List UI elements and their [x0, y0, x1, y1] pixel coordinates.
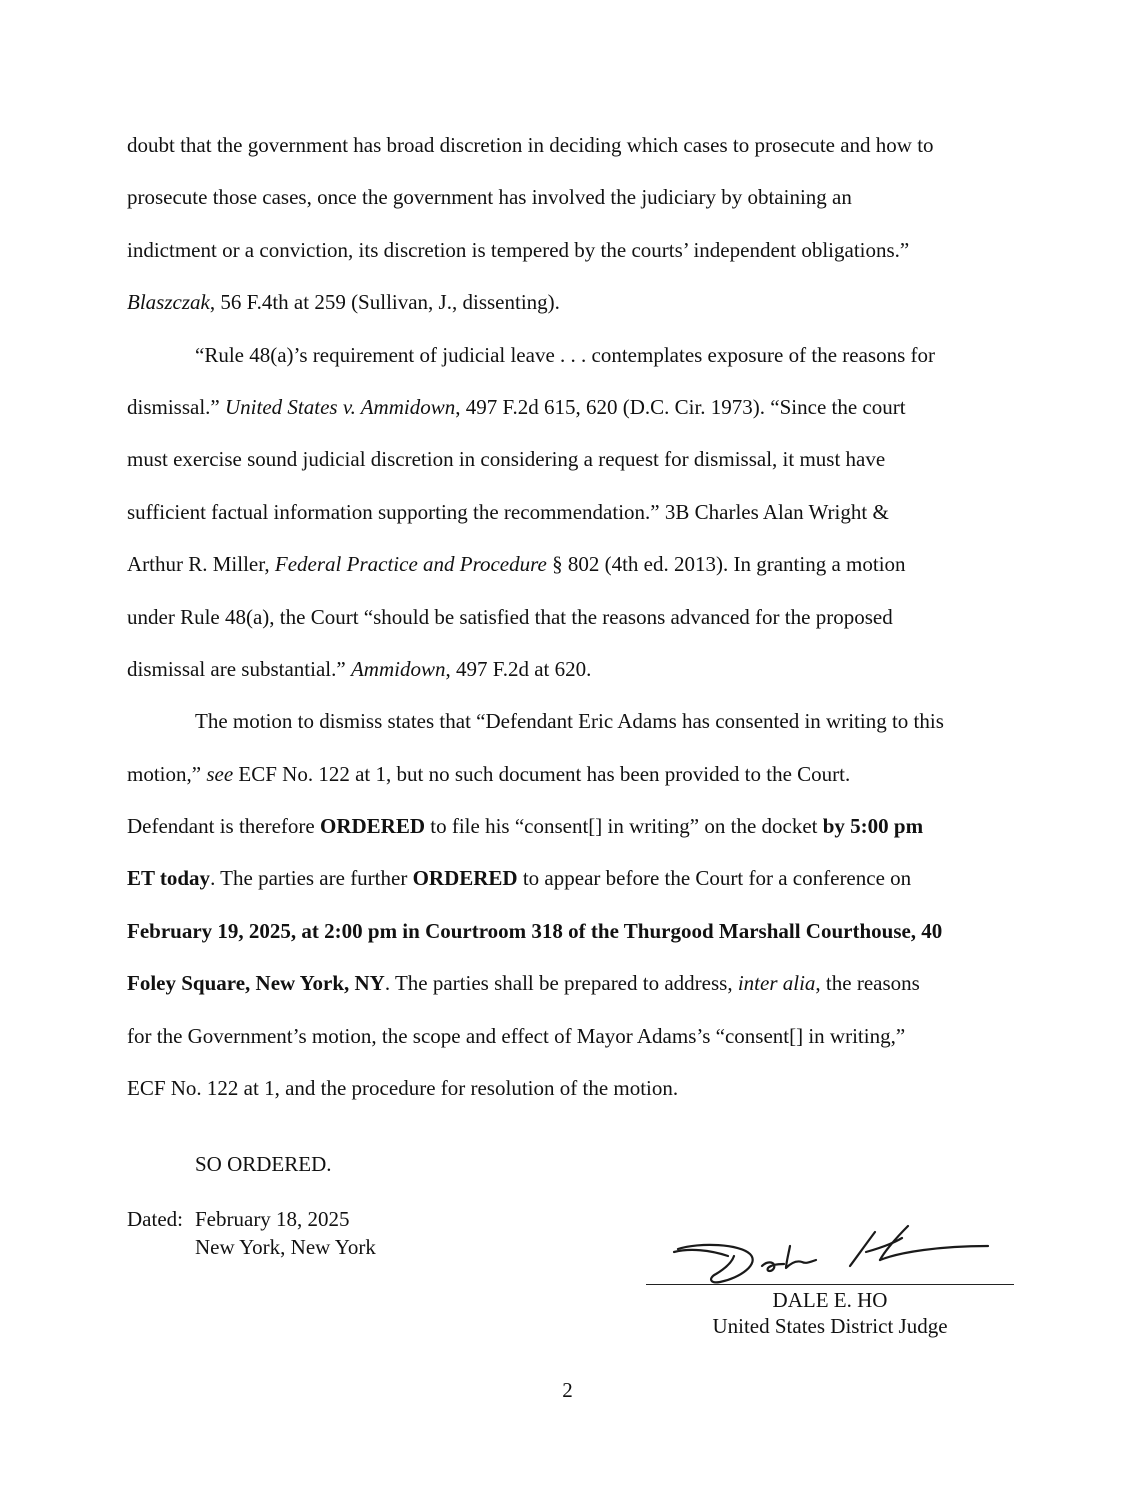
text-line: The motion to dismiss states that “Defendant Eric Adams has consented in writing to this [195, 709, 944, 734]
text-segment: . The parties shall be prepared to address, [384, 971, 738, 996]
text-line: “Rule 48(a)’s requirement of judicial leave . . . contemplates exposure of the reasons for [195, 342, 935, 367]
handwritten-signature [670, 1212, 1000, 1287]
conference-details: Foley Square, New York, NY [127, 971, 385, 996]
signal-word: see [206, 761, 234, 786]
judge-name: DALE E. HO [772, 1288, 888, 1312]
dated-block [127, 1205, 376, 1261]
text-line: prosecute those cases, once the government has involved the judiciary by obtaining an [127, 185, 852, 210]
text-segment: § 802 (4th ed. 2013). In granting a motion [546, 552, 906, 577]
text-line [127, 643, 1017, 695]
order-emphasis: ORDERED [412, 866, 518, 891]
text-line [127, 905, 1017, 957]
treatise-title: Federal Practice and Procedure [274, 552, 547, 577]
text-segment: to file his “consent[] in writing” on the docket [425, 814, 823, 839]
paragraph-2 [127, 329, 1017, 696]
text-line: doubt that the government has broad discretion in deciding which cases to prosecute and how to [127, 133, 934, 157]
latin-phrase: inter alia [737, 971, 816, 996]
paragraph-3 [127, 695, 1017, 1114]
text-segment: , 497 F.2d at 620. [445, 656, 592, 681]
text-segment: dismissal are substantial.” [127, 656, 351, 681]
text-segment: to appear before the Court for a conference on [517, 866, 912, 891]
document-body [127, 119, 1017, 1114]
text-line [127, 276, 1017, 328]
text-line: for the Government’s motion, the scope and effect of Mayor Adams’s “consent[] in writing,” [127, 1023, 906, 1048]
text-line [127, 852, 1017, 904]
case-citation: Ammidown [350, 656, 446, 681]
so-ordered: SO ORDERED. [195, 1152, 332, 1176]
text-line: indictment or a conviction, its discretion is tempered by the courts’ independent obligations.” [127, 237, 910, 262]
text-line [127, 957, 1017, 1009]
case-citation: United States v. Ammidown [225, 394, 456, 419]
text-segment: Arthur R. Miller, [127, 552, 275, 577]
page-number: 2 [562, 1378, 573, 1402]
text-line: under Rule 48(a), the Court “should be satisfied that the reasons advanced for the proposed [127, 604, 893, 629]
paragraph-1 [127, 119, 1017, 329]
text-line: sufficient factual information supporting the recommendation.” 3B Charles Alan Wright & [127, 499, 889, 524]
text-line [127, 538, 1017, 590]
dated-place: New York, New York [195, 1235, 376, 1259]
conference-details: February 19, 2025, at 2:00 pm in Courtroom 318 of the Thurgood Marshall Courthouse, 40 [127, 918, 943, 943]
text-segment: ECF No. 122 at 1, but no such document has been provided to the Court. [233, 761, 851, 786]
text-line: must exercise sound judicial discretion in considering a request for dismissal, it must have [127, 447, 886, 472]
citation-text: , 56 F.4th at 259 (Sullivan, J., dissenting). [209, 290, 560, 315]
dated-label: Dated: [127, 1207, 183, 1231]
text-line: ECF No. 122 at 1, and the procedure for resolution of the motion. [127, 1076, 679, 1101]
text-segment: Defendant is therefore [127, 814, 320, 839]
judge-title: United States District Judge [712, 1314, 948, 1338]
text-segment: . The parties are further [210, 866, 413, 891]
text-line [127, 748, 1017, 800]
dated-line [127, 1205, 376, 1233]
text-segment: , the reasons [815, 971, 920, 996]
deadline-emphasis: by 5:00 pm [822, 814, 924, 839]
dated-date: February 18, 2025 [195, 1207, 350, 1231]
text-segment: motion,” [127, 761, 207, 786]
text-line [127, 800, 1017, 852]
text-segment: , 497 F.2d 615, 620 (D.C. Cir. 1973). “Since the court [455, 394, 906, 419]
signature-line [646, 1284, 1014, 1285]
deadline-emphasis: ET today [127, 866, 211, 891]
case-citation: Blaszczak [127, 290, 210, 315]
text-line [127, 381, 1017, 433]
text-segment: dismissal.” [127, 394, 225, 419]
order-emphasis: ORDERED [320, 814, 426, 839]
